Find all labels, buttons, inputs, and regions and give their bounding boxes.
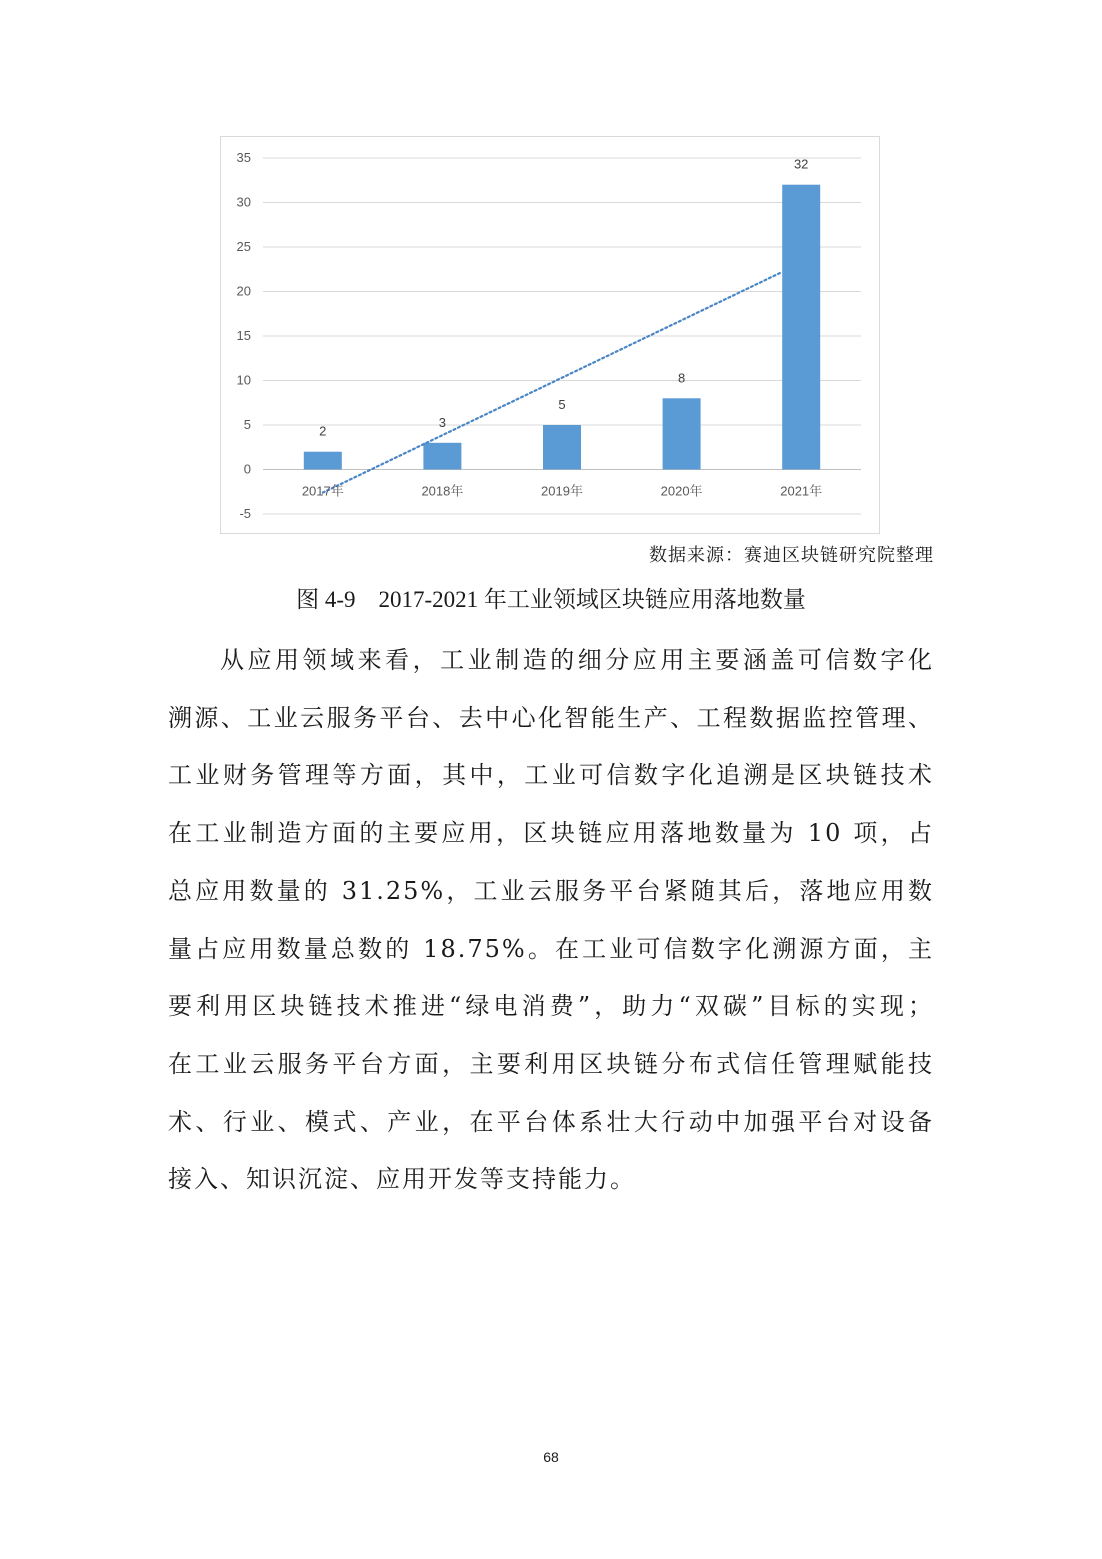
paragraph-line: 从应用领域来看，工业制造的细分应用主要涵盖可信数字化 xyxy=(220,646,934,674)
paragraph-line: 工业财务管理等方面，其中，工业可信数字化追溯是区块链技术 xyxy=(168,761,934,790)
y-tick-label: 25 xyxy=(236,239,251,254)
y-tick-label: 5 xyxy=(243,417,251,432)
data-label: 5 xyxy=(558,397,566,412)
paragraph-line: 溯源、工业云服务平台、去中心化智能生产、工程数据监控管理、 xyxy=(168,703,934,732)
paragraph-line: 量占应用数量总数的 18.75%。在工业可信数字化溯源方面，主 xyxy=(168,934,934,963)
bar-chart xyxy=(221,137,881,535)
bar xyxy=(543,425,581,470)
data-label: 3 xyxy=(438,414,447,430)
paragraph-line: 要利用区块链技术推进“绿电消费”，助力“双碳”目标的实现； xyxy=(168,992,934,1021)
paragraph-line: 在工业云服务平台方面，主要利用区块链分布式信任管理赋能技 xyxy=(168,1049,934,1078)
x-tick-label: 2021年 xyxy=(780,483,823,499)
data-label: 8 xyxy=(677,370,686,386)
paragraph-line: 接入、知识沉淀、应用开发等支持能力。 xyxy=(168,1165,636,1194)
y-tick-label: 20 xyxy=(236,283,251,299)
x-tick-label: 2019年 xyxy=(541,483,583,499)
x-tick-label: 2020年 xyxy=(660,483,703,499)
bar xyxy=(663,398,701,469)
paragraph-line: 总应用数量的 31.25%，工业云服务平台紧随其后，落地应用数 xyxy=(168,876,934,905)
paragraph-line: 在工业制造方面的主要应用，区块链应用落地数量为 10 项，占 xyxy=(168,819,934,848)
bar xyxy=(782,185,820,470)
page-number: 68 xyxy=(543,1449,559,1465)
x-tick-label: 2017年 xyxy=(301,483,344,499)
y-tick-label: 30 xyxy=(236,194,251,210)
y-tick-label: 10 xyxy=(236,372,251,388)
body-paragraph xyxy=(168,632,934,1209)
figure-caption: 图 4-9 2017-2021 年工业领域区块链应用落地数量 xyxy=(296,587,806,612)
y-tick-label: -5 xyxy=(239,506,251,521)
chart-container xyxy=(220,136,880,534)
y-tick-label: 0 xyxy=(243,461,251,477)
data-label: 2 xyxy=(319,423,327,439)
data-source-note: 数据来源：赛迪区块链研究院整理 xyxy=(649,545,934,566)
y-tick-label: 35 xyxy=(236,150,251,165)
bar xyxy=(304,452,342,470)
x-tick-label: 2018年 xyxy=(421,483,464,499)
paragraph-line: 术、行业、模式、产业，在平台体系壮大行动中加强平台对设备 xyxy=(168,1107,934,1136)
data-label: 32 xyxy=(793,156,809,172)
y-tick-label: 15 xyxy=(236,328,251,343)
bar xyxy=(423,443,461,470)
